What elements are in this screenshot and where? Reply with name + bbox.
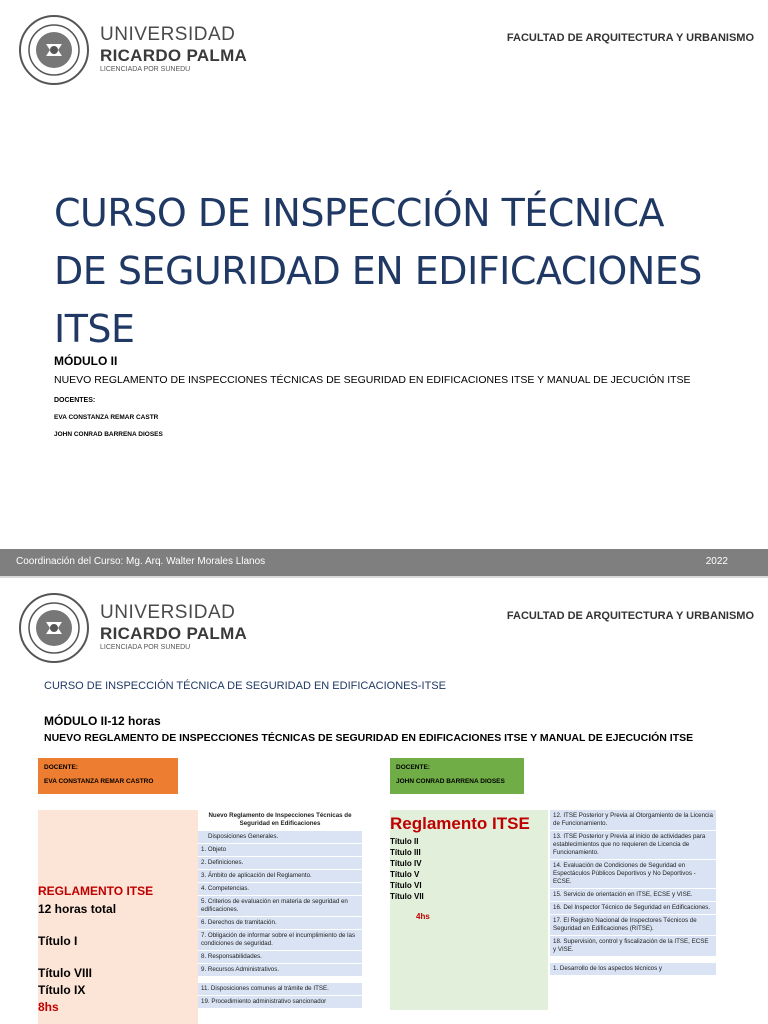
title-item: Título I xyxy=(38,934,78,948)
docente-label: DOCENTE: xyxy=(44,764,78,771)
table-row: 1. Desarrollo de los aspectos técnicos y xyxy=(550,963,716,976)
docente-box-left xyxy=(38,758,178,794)
table-row: 3. Ámbito de aplicación del Reglamento. xyxy=(198,870,362,883)
title-item: Título V xyxy=(390,870,420,879)
hours-badge: 4hs xyxy=(416,912,430,921)
title-item: Título VII xyxy=(390,892,424,901)
table-row: 4. Competencias. xyxy=(198,883,362,896)
docente-name: JOHN CONRAD BARRENA DIOSES xyxy=(396,778,505,785)
footer-coordination: Coordinación del Curso: Mg. Arq. Walter Morales Llanos xyxy=(16,556,266,567)
table-row: Disposiciones Generales. xyxy=(198,831,362,844)
table-row: 14. Evaluación de Condiciones de Seguridad en Espectáculos Públicos Deportivos y No Deportivos - ECSE. xyxy=(550,860,716,889)
table-row: 17. El Registro Nacional de Inspectores Técnicos de Seguridad en Edificaciones (RITSE). xyxy=(550,915,716,936)
title-line3: ITSE xyxy=(54,307,135,351)
table-row: 7. Obligación de informar sobre el incumplimiento de las condiciones de seguridad. xyxy=(198,930,362,951)
university-logo xyxy=(18,14,258,84)
table-row: 1. Objeto xyxy=(198,844,362,857)
table-row: 19. Procedimiento administrativo sancionador xyxy=(198,996,362,1009)
table-row: 2. Definiciones. xyxy=(198,857,362,870)
university-name-line1: UNIVERSIDAD xyxy=(100,24,236,45)
university-seal-icon xyxy=(18,14,90,86)
university-name-line2: RICARDO PALMA xyxy=(100,46,248,65)
faculty-name: FACULTAD DE ARQUITECTURA Y URBANISMO xyxy=(506,610,754,622)
module-label: MÓDULO II-12 horas xyxy=(44,714,161,728)
table-row: 9. Recursos Administrativos. xyxy=(198,964,362,977)
university-seal-icon xyxy=(18,592,90,664)
reglamento-title: Reglamento ITSE xyxy=(390,814,530,833)
content-table-right xyxy=(550,810,716,976)
table-row: 18. Supervisión, control y fiscalización de la ITSE, ECSE y VISE. xyxy=(550,936,716,957)
university-name-line1: UNIVERSIDAD xyxy=(100,602,236,623)
module-subtitle: NUEVO REGLAMENTO DE INSPECCIONES TÉCNICAS DE SEGURIDAD EN EDIFICACIONES ITSE Y MANUAL DE EJECUCIÓN ITSE xyxy=(44,732,694,744)
footer-bar xyxy=(0,549,768,576)
table-row: 16. Del Inspector Técnico de Seguridad en Edificaciones. xyxy=(550,902,716,915)
title-line1: CURSO DE INSPECCIÓN TÉCNICA xyxy=(54,191,664,235)
table-row: 12. ITSE Posterior y Previa al Otorgamiento de la Licencia de Funcionamiento. xyxy=(550,810,716,831)
content-table-left xyxy=(198,810,362,1009)
module-label: MÓDULO II xyxy=(54,354,118,368)
title-item: Título IX xyxy=(38,983,86,997)
docente-name: EVA CONSTANZA REMAR CASTR xyxy=(54,414,159,421)
university-name-line2: RICARDO PALMA xyxy=(100,624,248,643)
title-item: Título VI xyxy=(390,881,422,890)
table-row: 5. Criterios de evaluación en materia de seguridad en edificaciones. xyxy=(198,896,362,917)
title-item: Título II xyxy=(390,837,419,846)
docentes-label: DOCENTES: xyxy=(54,397,96,404)
university-license: LICENCIADA POR SUNEDU xyxy=(100,644,191,651)
course-title: CURSO DE INSPECCIÓN TÉCNICA DE SEGURIDAD EN EDIFICACIONES-ITSE xyxy=(44,680,446,692)
title-item: Título III xyxy=(390,848,421,857)
page-title xyxy=(54,184,734,358)
hours-badge: 8hs xyxy=(38,1000,59,1014)
module-subtitle: NUEVO REGLAMENTO DE INSPECCIONES TÉCNICAS DE SEGURIDAD EN EDIFICACIONES ITSE Y MANUAL DE JECUCIÓN ITSE xyxy=(54,374,691,386)
title-item: Título IV xyxy=(390,859,422,868)
slide-module-plan xyxy=(0,578,768,1024)
titles-list xyxy=(390,836,424,902)
table-row: 8. Responsabilidades. xyxy=(198,951,362,964)
faculty-name: FACULTAD DE ARQUITECTURA Y URBANISMO xyxy=(506,32,754,44)
table-row: 6. Derechos de tramitación. xyxy=(198,917,362,930)
docente-label: DOCENTE: xyxy=(396,764,430,771)
table-row: Nuevo Reglamento de Inspecciones Técnicas de Seguridad en Edificaciones xyxy=(198,810,362,831)
docente-name: EVA CONSTANZA REMAR CASTRO xyxy=(44,778,154,785)
docente-name: JOHN CONRAD BARRENA DIOSES xyxy=(54,431,163,438)
left-summary-panel xyxy=(38,810,198,1024)
docente-box-right xyxy=(390,758,524,794)
table-row: 11. Disposiciones comunes al trámite de ITSE. xyxy=(198,983,362,996)
footer-year: 2022 xyxy=(705,556,728,567)
university-logo xyxy=(18,592,258,662)
reglamento-title: REGLAMENTO ITSE xyxy=(38,884,154,898)
title-item: Título VIII xyxy=(38,966,92,980)
university-license: LICENCIADA POR SUNEDU xyxy=(100,66,191,73)
total-hours: 12 horas total xyxy=(38,902,117,916)
table-row: 15. Servicio de orientación en ITSE, ECSE y VISE. xyxy=(550,889,716,902)
title-line2: DE SEGURIDAD EN EDIFICACIONES xyxy=(54,249,702,293)
table-row: 13. ITSE Posterior y Previa al inicio de actividades para establecimientos que no requieren de Licencia de Funcionamiento. xyxy=(550,831,716,860)
